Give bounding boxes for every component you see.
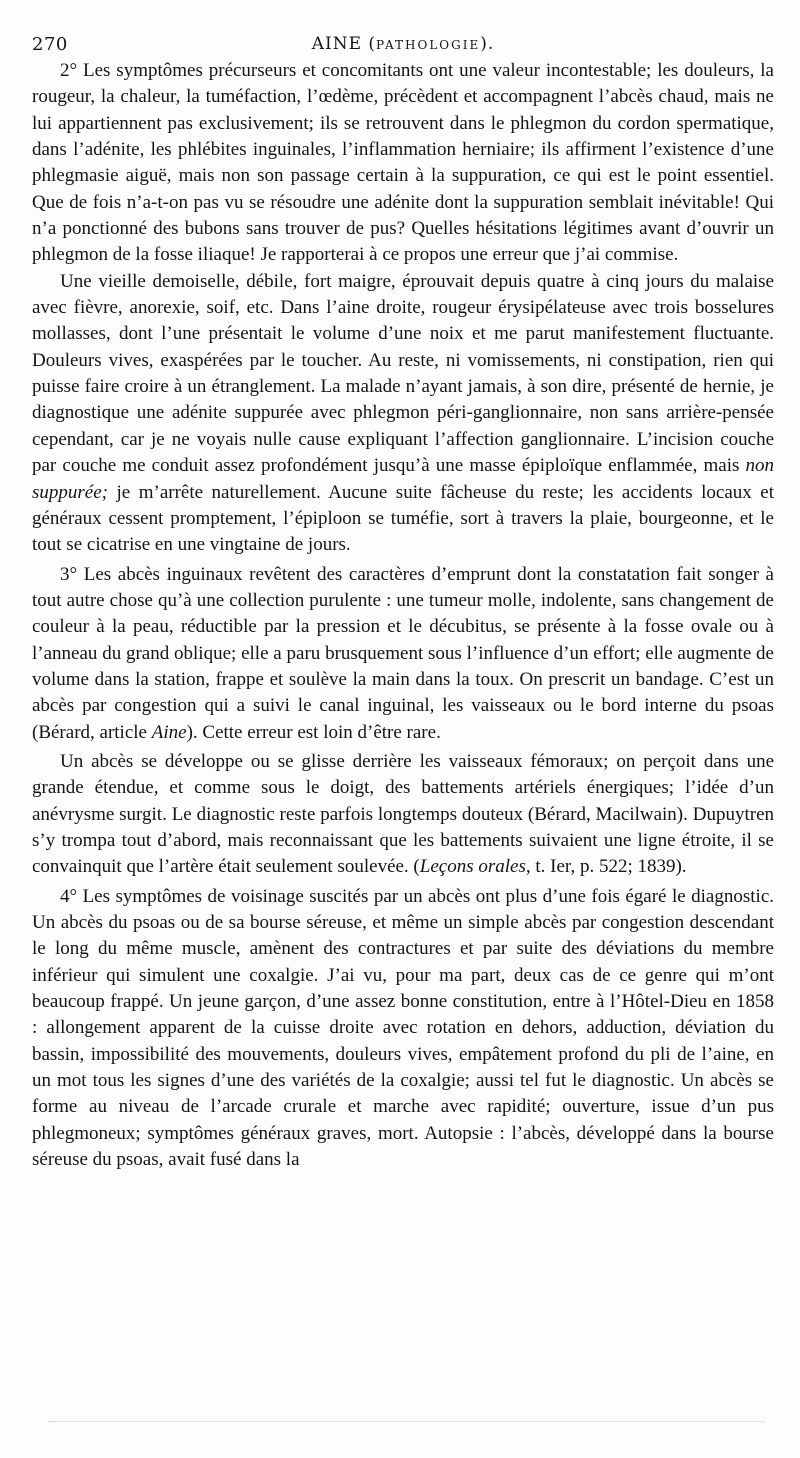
bottom-rule [48,1421,764,1422]
paragraph-text: Un abcès se développe ou se glisse derrière les vaisseaux fémoraux; on perçoit dans une grande étendue, et comme sous le doigt, des battements artériels énergiques; l’idée d’un anévrysme surgit. Le diagnostic reste parfois longtemps douteux (Bérard, Macilwain). Dupuytren s’y trompa tout d’abord, mais reconnaissant que les battements suivaient une ligne étroite, il se convainquit que l’artère était seulement soulevée. ( [32,750,774,878]
running-title-main: AINE ( [311,34,377,54]
page-number: 270 [32,34,68,55]
paragraph-borrowed-characters [32,562,774,746]
italic-phrase: Aine [151,721,187,743]
paragraph-text: je m’arrête naturellement. Aucune suite fâcheuse du reste; les accidents locaux et généraux cessent promptement, l’épiploon se tuméfie, sort à travers la plaie, bourgeonne, et le tout se cicatrise en une vingtaine de jours. [32,481,774,556]
running-title-close: ). [480,34,495,54]
italic-phrase: non suppurée; [32,455,774,503]
italic-phrase: Leçons orales, [419,856,531,878]
body-text [32,58,774,1173]
paragraph-femoral-abscess [32,749,774,881]
paragraph-symptoms-precursors: 2° Les symptômes précurseurs et concomitants ont une valeur incontestable; les douleurs, la rougeur, la chaleur, la tuméfaction, l’œdème, précèdent et accompagnent l’abcès chaud, mais ne lui appartiennent pas exclusivement; ils se retrouvent dans le phlegmon du cordon spermatique, dans l’adénite, les phlébites inguinales, l’inflammation herniaire; ils affirment l’existence d’une phlegmasie aiguë, mais non son passage certain à la suppuration, ce qui est le point essentiel. Que de fois n’a-t-on pas vu se résoudre une adénite dont la suppuration semblait inévitable! Qui n’a ponctionné des bubons sans trouver de pus? Quelles hésitations légitimes avant d’ouvrir un phlegmon de la fosse iliaque! Je rapporterai à ce propos une erreur que j’ai commise. [32,60,774,266]
paragraph-text: t. Ier, p. 522; 1839). [530,856,687,878]
running-title-subtitle: PATHOLOGIE [376,38,481,52]
paragraph-case-demoiselle [32,269,774,559]
paragraph-text: Une vieille demoiselle, débile, fort maigre, éprouvait depuis quatre à cinq jours du malaise avec fièvre, anorexie, soif, etc. Dans l’aine droite, rougeur érysipélateuse avec trois bosselures mollasses, dont l’une présentait le volume d’une noix et me parut manifestement fluctuante. Douleurs vives, exaspérées par le toucher. Au reste, ni vomissements, ni constipation, rien qui puisse faire croire à un étranglement. La malade n’ayant jamais, à son dire, présenté de hernie, je diagnostique une adénite suppurée avec phlegmon péri-ganglionnaire, non sans arrière-pensée cependant, car je ne voyais nulle cause expliquant l’affection ganglionnaire. L’incision couche par couche me conduit assez profondément jusqu’à une masse épiploïque enflammée, mais [32,270,774,477]
running-title [32,34,774,54]
paragraph-text: ). Cette erreur est loin d’être rare. [186,721,441,743]
paragraph-text: 3° Les abcès inguinaux revêtent des caractères d’emprunt dont la constatation fait songer à tout autre chose qu’à une collection purulente : une tumeur molle, indolente, sans changement de couleur à la peau, réductible par la pression et le décubitus, se présente à la fosse ovale ou à l’anneau du grand oblique; elle a paru brusquement sous l’influence d’un effort; elle augmente de volume dans la station, frappe et soulève la main dans la toux. On prescrit un bandage. C’est un abcès par congestion qui a suivi le canal inguinal, les vaisseaux ou le bord interne du psoas (Bérard, article [32,563,774,743]
paragraph-neighbouring-symptoms: 4° Les symptômes de voisinage suscités par un abcès ont plus d’une fois égaré le diagnostic. Un abcès du psoas ou de sa bourse séreuse, et même un simple abcès par congestion descendant le long du même muscle, amènent des contractures et par suite des déviations du membre inférieur qui simulent une coxalgie. J’ai vu, pour ma part, deux cas de ce genre qui m’ont beaucoup frappé. Un jeune garçon, d’une assez bonne constitution, entre à l’Hôtel-Dieu en 1858 : allongement apparent de la cuisse droite avec rotation en dehors, adduction, déviation du bassin, impossibilité des mouvements, douleurs vives, empâtement profond du pli de l’aine, en un mot tous les signes d’une des variétés de la coxalgie; aussi tel fut le diagnostic. Un abcès se forme au niveau de l’arcade crurale et marche avec rapidité; ouverture, issue d’un pus phlegmoneux; symptômes généraux graves, mort. Autopsie : l’abcès, développé dans la bourse séreuse du psoas, avait fusé dans la [32,885,774,1171]
running-head [32,28,774,58]
